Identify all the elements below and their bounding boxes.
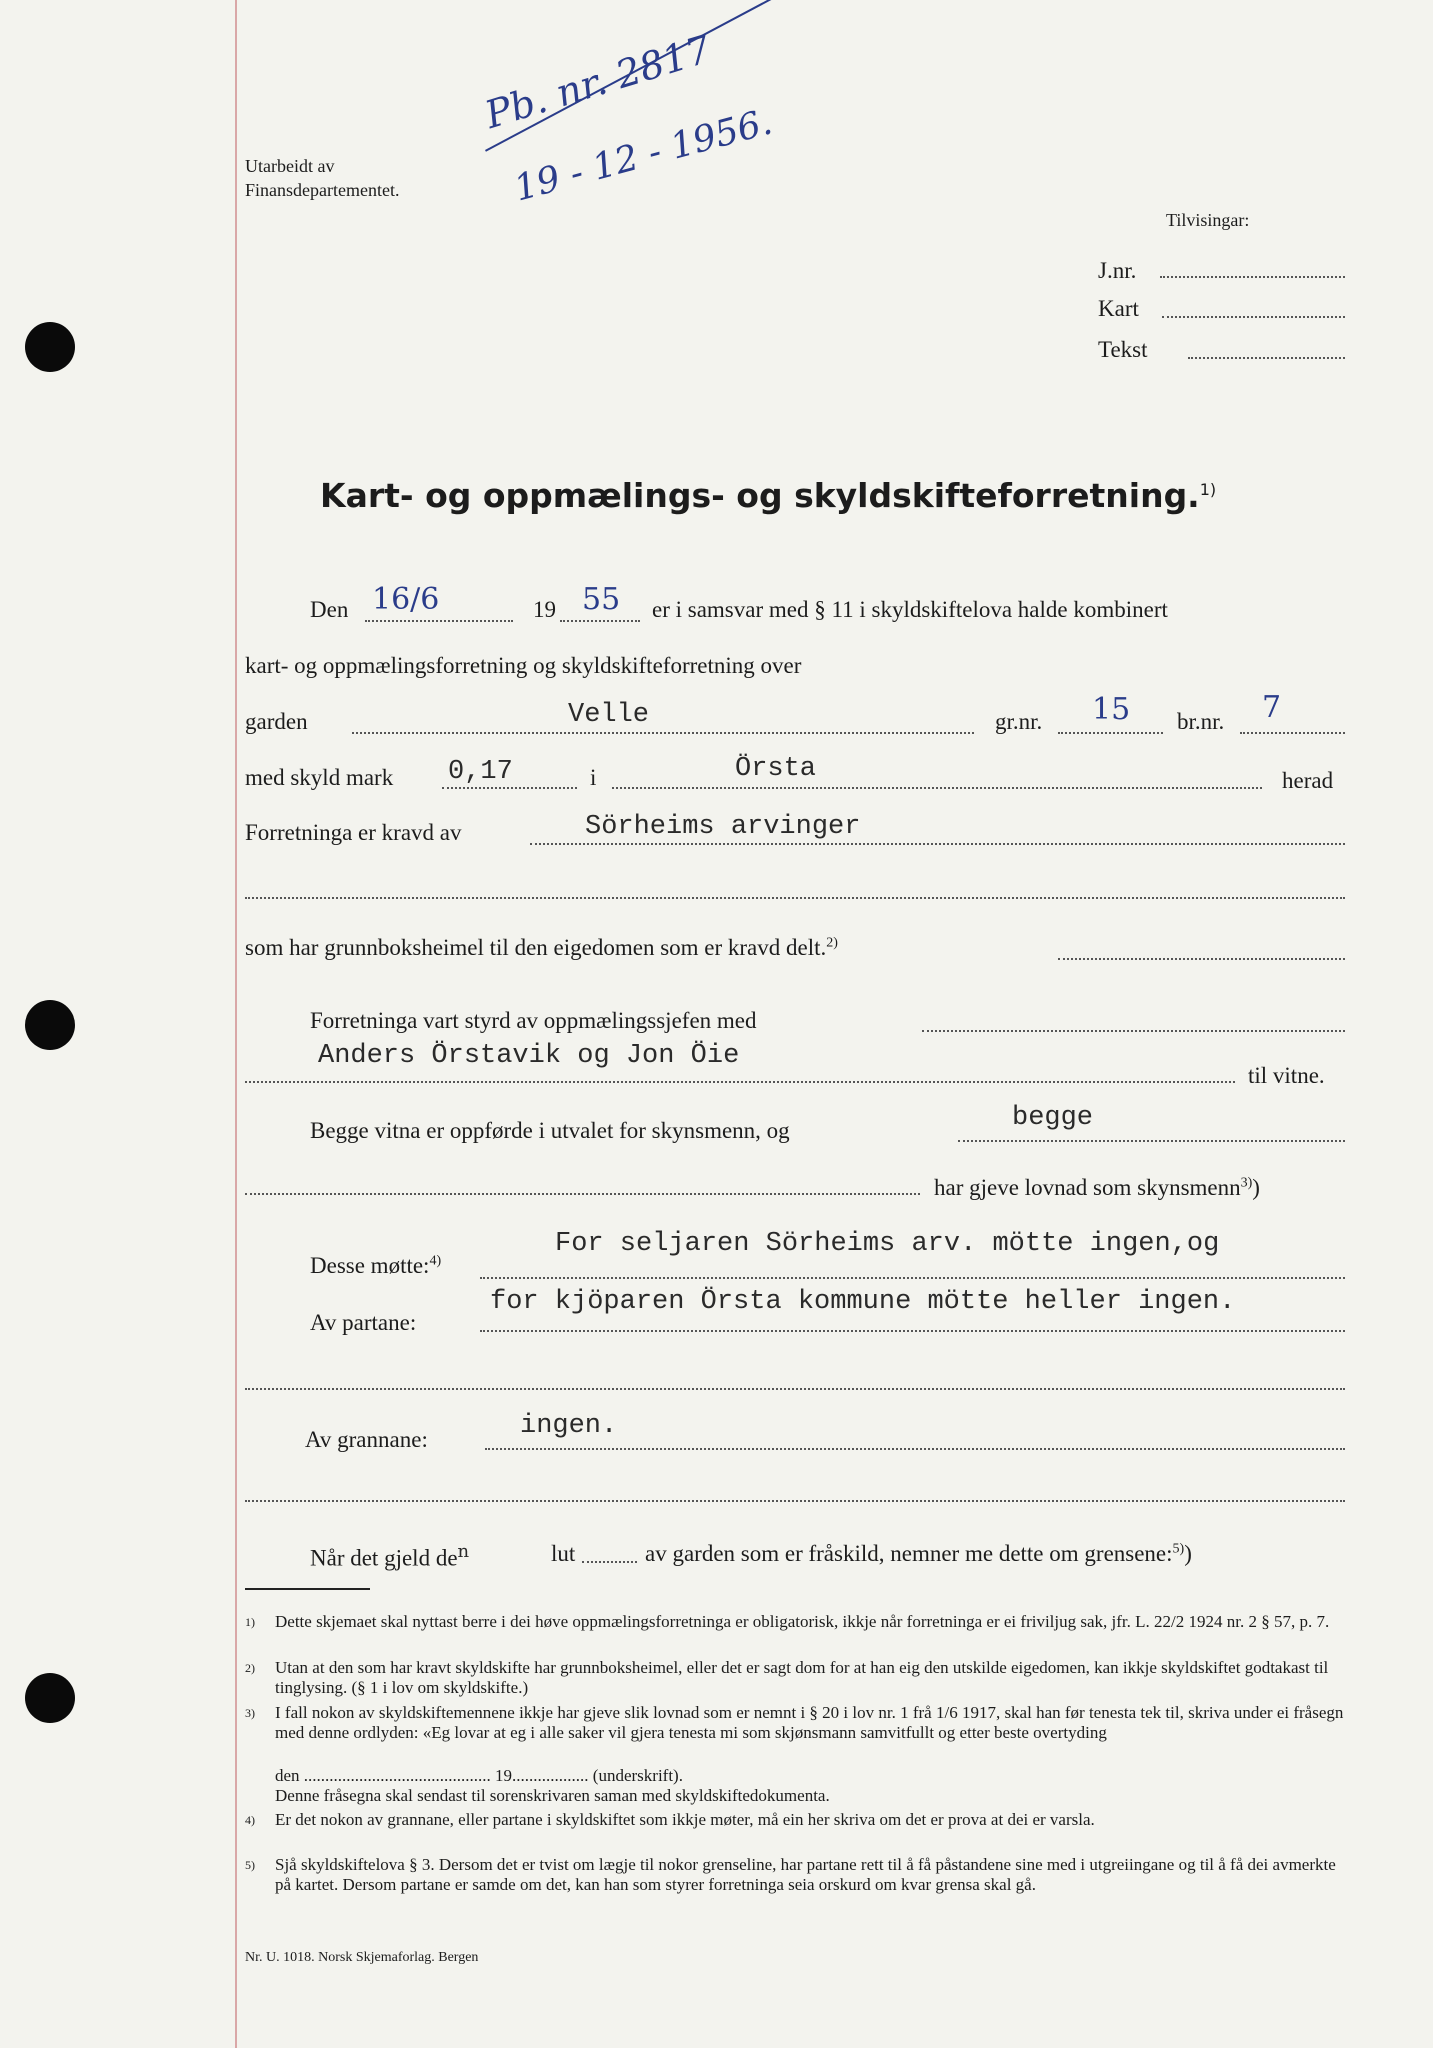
footnote-3-note-text: Denne fråsegna skal sendast til sorenskrivaren saman med skyldskiftedokumenta. <box>275 1786 830 1805</box>
partane-value-2: for kjöparen Örsta kommune mötte heller ingen. <box>490 1287 1236 1317</box>
skyld-label: med skyld mark <box>245 765 394 790</box>
footnote-4-num: 4) <box>245 1813 255 1827</box>
partane-value-1: For seljaren Sörheims arv. mötte ingen,og <box>555 1229 1220 1259</box>
footnote-1 <box>245 1612 1350 1632</box>
grannane-line <box>485 1448 1345 1450</box>
lovnad-line <box>245 1193 920 1195</box>
grannane-label: Av grannane: <box>305 1427 428 1452</box>
witnesses-value: Anders Örstavik og Jon Öie <box>318 1041 740 1071</box>
kravd-line <box>530 843 1345 845</box>
year-prefix: 19 <box>533 597 556 622</box>
footnote-3-signature <box>275 1766 1350 1786</box>
herad-value: Örsta <box>735 754 817 784</box>
footnote-3-note <box>275 1786 1350 1806</box>
punch-hole-bottom <box>25 1673 75 1723</box>
ref-kart-label: Kart <box>1098 296 1139 321</box>
footnote-1-num: 1) <box>245 1615 255 1629</box>
partane-line <box>480 1330 1345 1332</box>
begge-line <box>958 1140 1345 1142</box>
footnote-3-text: I fall nokon av skyldskiftemennene ikkje har gjeve slik lovnad som er nemnt i § 20 i lov nr. 1 frå 1/6 1917, skal han før tenesta tek til, skriva under ei fråsegn med denne ordlyden: «Eg lovar at eg i alle saker vil gjera tenesta mi som skjønsmann samvitfullt og etter beste overtyding <box>275 1703 1344 1742</box>
mote-label: Desse møtte:$^{4)}$ <box>310 1253 442 1278</box>
gjeld-note: 5) <box>1172 1541 1185 1557</box>
footnote-rule <box>245 1588 370 1590</box>
footnote-5 <box>245 1855 1350 1895</box>
footnote-2-text: Utan at den som har kravt skyldskifte har grunnboksheimel, eller det er sagt dom for at han eig den utskilde eigedomen, kan ikkje skyldskiftet godtakast til tinglysing. (§ 1 i lov om skyldskifte.) <box>275 1658 1329 1697</box>
kravd-line-2 <box>245 897 1345 899</box>
witnesses-line <box>245 1081 1235 1083</box>
vitne-label: til vitne. <box>1248 1063 1325 1088</box>
title-footnote-mark: 1) <box>1199 480 1217 499</box>
footnote-3 <box>245 1703 1350 1743</box>
kravd-value: Sörheims arvinger <box>585 812 861 842</box>
herad-label: herad <box>1282 768 1334 793</box>
footnote-2-num: 2) <box>245 1661 255 1675</box>
ref-tekst-line <box>1188 357 1345 359</box>
mote-note: 4) <box>429 1253 442 1269</box>
handwritten-reference: Pb. nr. 2817 <box>480 26 717 138</box>
grnr-label: gr.nr. <box>995 709 1043 734</box>
year-value: 55 <box>582 582 621 617</box>
garden-line <box>352 732 974 734</box>
gjeld-lut: lut <box>551 1541 576 1566</box>
gjeld-line <box>582 1561 637 1563</box>
grnr-line <box>1058 732 1163 734</box>
origin-line-1: Utarbeidt av <box>245 156 335 176</box>
references-title: Tilvisingar: <box>1166 210 1250 230</box>
i-label: i <box>590 765 597 790</box>
origin-line-2: Finansdepartementet. <box>245 180 400 200</box>
grnr-value: 15 <box>1092 692 1131 727</box>
grunnbok-note: 2) <box>826 935 838 951</box>
footnote-2 <box>245 1658 1350 1698</box>
year-line <box>560 620 640 622</box>
brnr-line <box>1240 732 1345 734</box>
grannane-line-2 <box>245 1500 1345 1502</box>
brnr-label: br.nr. <box>1177 709 1225 734</box>
punch-hole-middle <box>25 1000 75 1050</box>
gjeld-rest: av garden som er fråskild, nemner me dette om grensene:$^{5)}$) <box>645 1541 1192 1566</box>
punch-hole-top <box>25 322 75 372</box>
ref-jnr-label: J.nr. <box>1098 258 1137 283</box>
den-label: Den <box>310 597 349 622</box>
date-line <box>365 620 513 622</box>
gjeld-n: n <box>457 1541 470 1562</box>
lovnad-text: har gjeve lovnad som skynsmenn$^{3)}$) <box>934 1175 1260 1200</box>
styrd-line <box>922 1030 1345 1032</box>
brnr-value: 7 <box>1262 690 1282 725</box>
footnote-5-num: 5) <box>245 1858 255 1872</box>
handwritten-date: 19 - 12 - 1956. <box>510 101 777 210</box>
line2-text: kart- og oppmælingsforretning og skyldskifteforretning over <box>245 653 802 678</box>
footnote-5-text: Sjå skyldskiftelova § 3. Dersom det er tvist om lægje til nokor grenseline, har partane rett til å få påstandene sine med i utgreiingane og til å få dei avmerkte på kartet. Dersom partane er samde om det, kan han som styrer forretninga seia orskurd om kvar grensa skal gå. <box>275 1855 1336 1894</box>
skyld-value: 0,17 <box>448 757 513 787</box>
document-title: Kart- og oppmælings- og skyldskifteforretning.$^{1)}$ <box>320 476 1217 515</box>
date-value: 16/6 <box>372 582 440 617</box>
garden-value: Velle <box>568 700 650 730</box>
lovnad-note: 3) <box>1240 1175 1253 1191</box>
herad-line <box>612 787 1262 789</box>
partane-label: Av partane: <box>310 1310 417 1335</box>
grannane-value: ingen. <box>520 1411 618 1441</box>
grunnbok-text: som har grunnboksheimel til den eigedomen som er kravd delt.$^{2)}$ <box>245 935 838 960</box>
ref-kart-line <box>1162 316 1345 318</box>
footnote-4-text: Er det nokon av grannane, eller partane i skyldskiftet som ikkje møter, må ein her skriva om det er prova at dei er varsla. <box>275 1810 1095 1829</box>
footnote-3-num: 3) <box>245 1706 255 1720</box>
margin-rule <box>235 0 237 2048</box>
begge-text: Begge vitna er oppførde i utvalet for skynsmenn, og <box>310 1118 790 1143</box>
partane-line-2 <box>245 1388 1345 1390</box>
ref-tekst-label: Tekst <box>1098 337 1148 362</box>
footnote-3-signature-text: den ............................................ 19.................. (underskrift). <box>275 1766 683 1785</box>
mote-line <box>480 1277 1345 1279</box>
footnote-1-text: Dette skjemaet skal nyttast berre i dei høve oppmælingsforretninga er obligatorisk, ikkje når forretninga er ei friviljug sak, jfr. L. 22/2 1924 nr. 2 § 57, p. 7. <box>275 1612 1330 1631</box>
garden-label: garden <box>245 709 308 734</box>
ref-jnr-line <box>1160 276 1345 278</box>
gjeld-text: Når det gjeld $de^n$ <box>310 1541 470 1571</box>
kravd-label: Forretninga er kravd av <box>245 820 462 845</box>
footnote-4 <box>245 1810 1350 1830</box>
begge-value: begge <box>1012 1103 1094 1133</box>
styrd-text: Forretninga vart styrd av oppmælingssjefen med <box>310 1008 757 1033</box>
line1-text: er i samsvar med § 11 i skyldskiftelova halde kombinert <box>652 597 1168 622</box>
skyld-line <box>442 787 577 789</box>
printer-line: Nr. U. 1018. Norsk Skjemaforlag. Bergen <box>245 1950 479 1965</box>
grunnbok-line <box>1058 958 1345 960</box>
